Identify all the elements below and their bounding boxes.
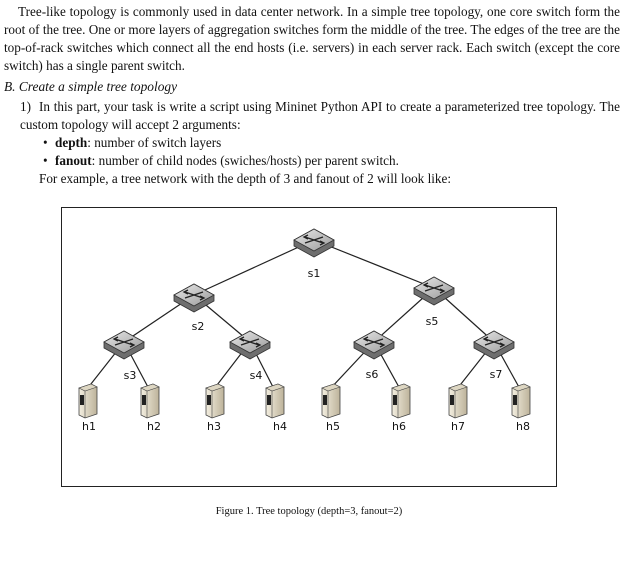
argument-term: depth xyxy=(55,135,88,150)
host-label: h2 xyxy=(147,420,161,433)
host-h6 xyxy=(392,384,410,418)
switch-s6 xyxy=(354,331,394,359)
argument-list xyxy=(20,134,620,170)
link-s1-s2 xyxy=(194,240,314,295)
switch-label: s4 xyxy=(249,369,263,382)
argument-depth xyxy=(55,134,620,152)
switch-label: s7 xyxy=(489,368,503,381)
host-h3 xyxy=(206,384,224,418)
host-h2 xyxy=(141,384,159,418)
host-label: h3 xyxy=(207,420,221,433)
switch-s3 xyxy=(104,331,144,359)
section-heading: B. Create a simple tree topology xyxy=(4,79,178,94)
host-h4 xyxy=(266,384,284,418)
host-label: h5 xyxy=(326,420,340,433)
switch-s1 xyxy=(294,229,334,257)
switch-label: s3 xyxy=(123,369,137,382)
host-label: h1 xyxy=(82,420,96,433)
switch-label: s2 xyxy=(191,320,205,333)
argument-fanout xyxy=(55,152,620,170)
task-item xyxy=(20,98,620,188)
host-label: h8 xyxy=(516,420,530,433)
switch-label: s5 xyxy=(425,315,439,328)
argument-term: fanout xyxy=(55,153,92,168)
example-text: For example, a tree network with the depth of 3 and fanout of 2 will look like: xyxy=(39,171,452,186)
task-number: 1) xyxy=(20,99,31,114)
switch-s4 xyxy=(230,331,270,359)
task-text: In this part, your task is write a script using Mininet Python API to create a parameterized tree topology. The custom topology will accept 2 arguments: xyxy=(20,99,620,132)
host-label: h4 xyxy=(273,420,287,433)
argument-desc: : number of child nodes (swiches/hosts) per parent switch. xyxy=(91,153,399,168)
host-h7 xyxy=(449,384,467,418)
topology-diagram xyxy=(62,208,558,488)
argument-desc: : number of switch layers xyxy=(87,135,222,150)
switch-s7 xyxy=(474,331,514,359)
host-h8 xyxy=(512,384,530,418)
host-h1 xyxy=(79,384,97,418)
host-label: h7 xyxy=(451,420,465,433)
host-label: h6 xyxy=(392,420,406,433)
switch-label: s1 xyxy=(307,267,321,280)
figure-caption: Figure 1. Tree topology (depth=3, fanout=2) xyxy=(215,506,403,517)
host-h5 xyxy=(322,384,340,418)
tree-topology-figure xyxy=(61,207,557,487)
intro-paragraph: Tree-like topology is commonly used in data center network. In a simple tree topology, one core switch form the root of the tree. One or more layers of aggregation switches form the middle of the tree. The edges of the tree are the top-of-rack switches which connect all the end hosts (i.e. servers) in each server rack. Each switch (except the core switch) has a single parent switch. xyxy=(4,4,620,73)
switch-label: s6 xyxy=(365,368,379,381)
